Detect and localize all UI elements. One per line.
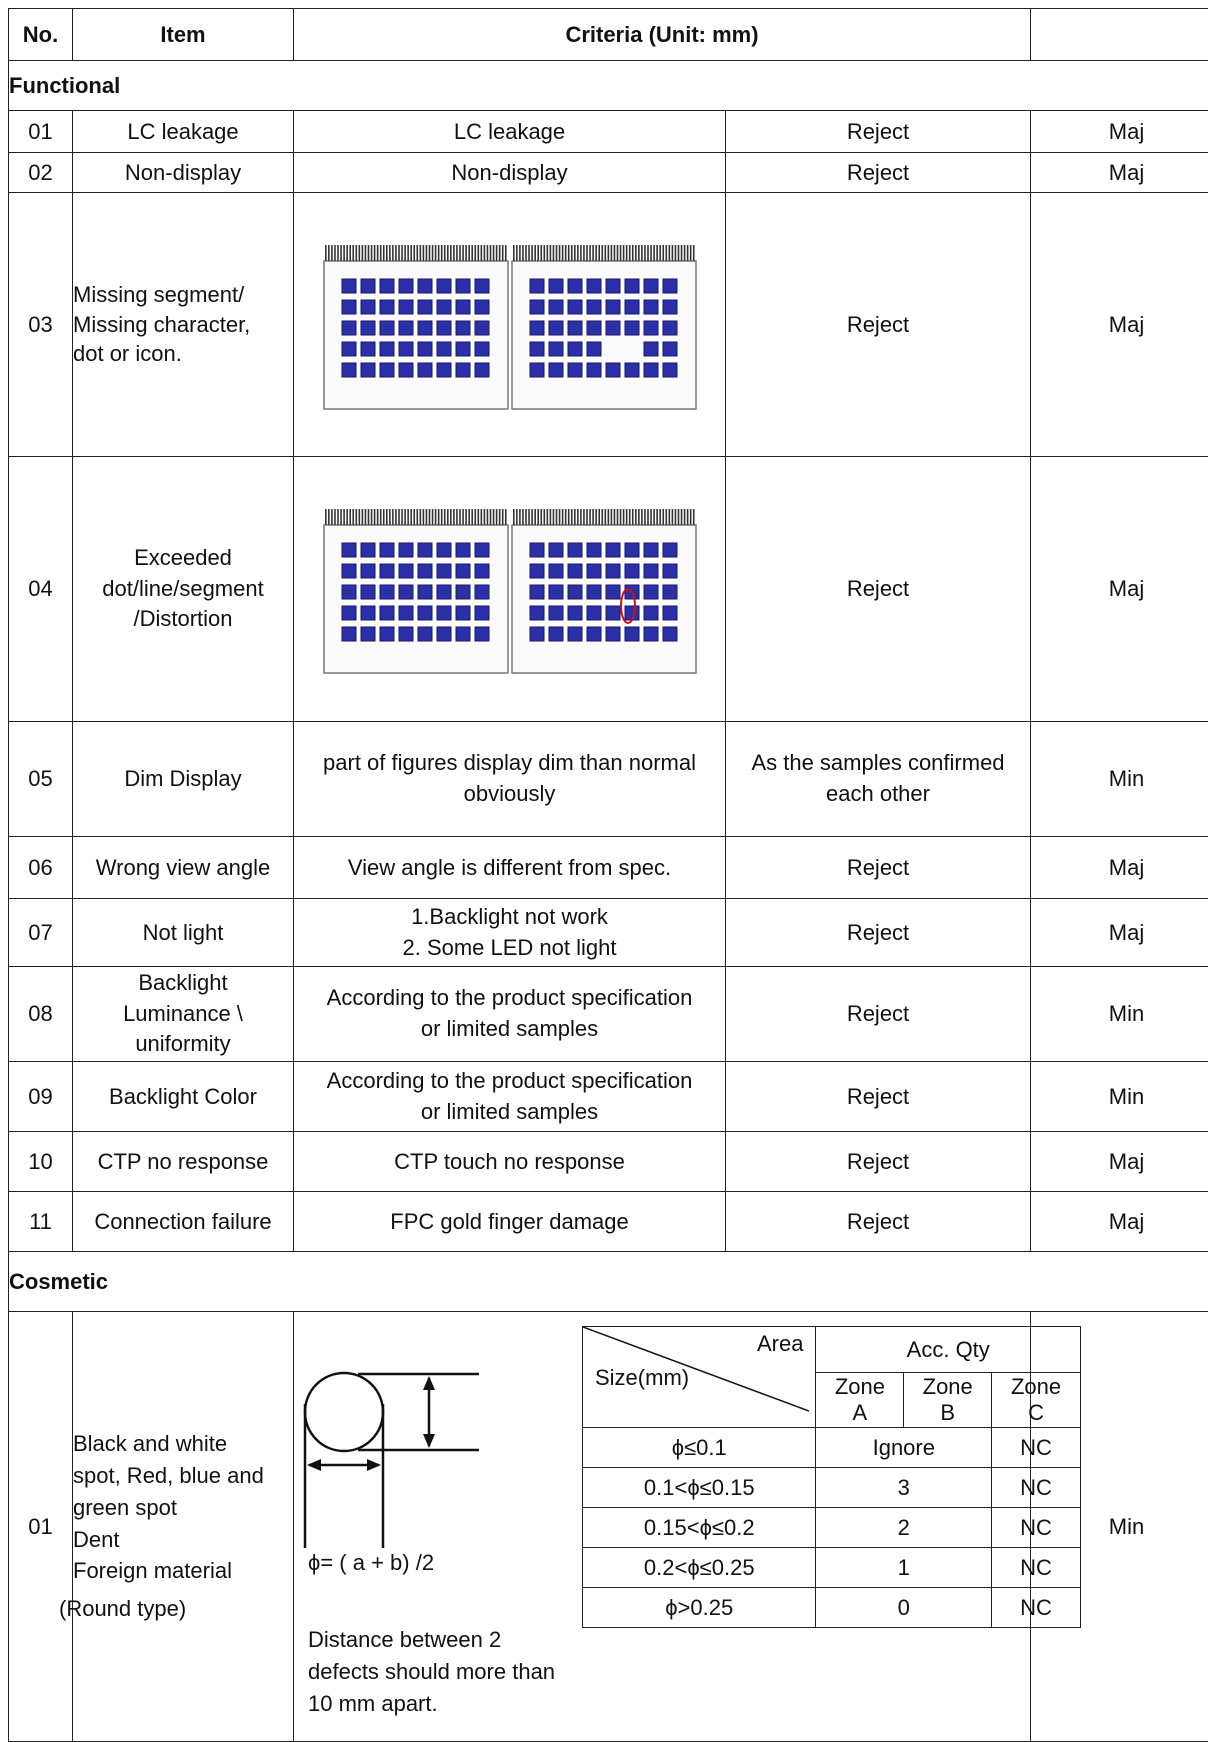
item-line: green spot (73, 1492, 293, 1524)
area-size-header (583, 1327, 816, 1428)
row-class: Min (1031, 722, 1208, 837)
round-spot-diagram (294, 1312, 574, 1548)
row-item: Wrong view angle (73, 837, 294, 899)
section-row (9, 1252, 1208, 1312)
row-criteria: CTP touch no response (294, 1132, 726, 1192)
row-class: Maj (1031, 193, 1208, 457)
connector-pins (325, 245, 507, 261)
connector-pins (513, 245, 695, 261)
row-item: Missing segment/ Missing character, dot or icon. (73, 193, 294, 457)
row-class: Maj (1031, 899, 1208, 967)
section-row (9, 61, 1208, 111)
acceptance-quantity-table (582, 1326, 1081, 1628)
table-row (9, 1062, 1208, 1132)
size-label: Size(mm) (595, 1365, 689, 1391)
row-judgement: Reject (726, 967, 1031, 1062)
acc-qty-header: Acc. Qty (816, 1327, 1081, 1373)
item-line: Foreign material (73, 1555, 293, 1587)
missing-segment-panel (512, 245, 696, 409)
size-cell: 0.2<ϕ≤0.25 (583, 1548, 816, 1588)
zone-ab-cell: 3 (816, 1468, 992, 1508)
item-line: Dent (73, 1524, 293, 1556)
row-no: 01 (9, 111, 73, 153)
row-judgement: Reject (726, 1132, 1031, 1192)
table-row (9, 153, 1208, 193)
missing-segment-diagram (300, 225, 720, 425)
table-row (9, 1312, 1208, 1742)
row-no: 11 (9, 1192, 73, 1252)
zone-ab-cell: Ignore (816, 1428, 992, 1468)
exceeded-dot-panel (512, 509, 696, 673)
row-item: Dim Display (73, 722, 294, 837)
table-row (9, 837, 1208, 899)
header-row (9, 9, 1208, 61)
row-no: 10 (9, 1132, 73, 1192)
arrow-head-up (423, 1376, 435, 1390)
row-criteria: 1.Backlight not work 2. Some LED not light (294, 899, 726, 967)
arrow-head-down (423, 1434, 435, 1448)
zone-c-cell: NC (992, 1428, 1081, 1468)
zone-c-cell: NC (992, 1508, 1081, 1548)
row-criteria: Non-display (294, 153, 726, 193)
row-judgement: Reject (726, 899, 1031, 967)
normal-display-panel (324, 245, 508, 409)
header-no: No. (9, 9, 73, 61)
row-judgement: Reject (726, 457, 1031, 722)
row-item: Exceeded dot/line/segment /Distortion (73, 457, 294, 722)
row-judgement: Reject (726, 1192, 1031, 1252)
row-no: 03 (9, 193, 73, 457)
table-row (583, 1508, 1081, 1548)
size-cell: ϕ>0.25 (583, 1588, 816, 1628)
row-judgement: As the samples confirmed each other (726, 722, 1031, 837)
connector-pins (513, 509, 695, 525)
connector-pins (325, 509, 507, 525)
zone-ab-cell: 2 (816, 1508, 992, 1548)
table-row (9, 111, 1208, 153)
item-line: (Round type) (59, 1593, 293, 1625)
size-cell: 0.15<ϕ≤0.2 (583, 1508, 816, 1548)
item-line: Black and white (73, 1428, 293, 1460)
row-no: 09 (9, 1062, 73, 1132)
distance-note: Distance between 2 defects should more than 10 mm apart. (308, 1624, 558, 1720)
header-item: Item (73, 9, 294, 61)
missing-segment-diagram-cell (294, 193, 726, 457)
row-judgement: Reject (726, 111, 1031, 153)
row-item: Not light (73, 899, 294, 967)
row-class: Maj (1031, 111, 1208, 153)
row-class: Maj (1031, 153, 1208, 193)
section-functional: Functional (9, 61, 1208, 111)
row-class: Maj (1031, 457, 1208, 722)
zone-c-cell: NC (992, 1468, 1081, 1508)
row-no: 01 (9, 1312, 73, 1742)
size-cell: 0.1<ϕ≤0.15 (583, 1468, 816, 1508)
header-class (1031, 9, 1208, 61)
row-no: 07 (9, 899, 73, 967)
row-item: Backlight Color (73, 1062, 294, 1132)
exceeded-dot-diagram-cell (294, 457, 726, 722)
zone-ab-cell: 0 (816, 1588, 992, 1628)
section-cosmetic: Cosmetic (9, 1252, 1208, 1312)
zone-c-cell: NC (992, 1548, 1081, 1588)
table-row (9, 1192, 1208, 1252)
row-no: 04 (9, 457, 73, 722)
row-item (73, 1312, 294, 1742)
row-no: 02 (9, 153, 73, 193)
row-no: 08 (9, 967, 73, 1062)
table-row (583, 1428, 1081, 1468)
row-item: CTP no response (73, 1132, 294, 1192)
row-class: Min (1031, 967, 1208, 1062)
size-cell: ϕ≤0.1 (583, 1428, 816, 1468)
row-judgement: Reject (726, 193, 1031, 457)
row-item: Backlight Luminance \ uniformity (73, 967, 294, 1062)
row-class: Maj (1031, 837, 1208, 899)
row-no: 05 (9, 722, 73, 837)
row-judgement: Reject (726, 1062, 1031, 1132)
round-spot-criteria-cell (294, 1312, 1031, 1742)
table-row (583, 1468, 1081, 1508)
table-row (9, 193, 1208, 457)
row-criteria: part of figures display dim than normal obviously (294, 722, 726, 837)
zone-a-header: Zone A (816, 1373, 904, 1428)
row-item: Connection failure (73, 1192, 294, 1252)
table-row (9, 722, 1208, 837)
table-row (583, 1548, 1081, 1588)
arrow-head-right (367, 1459, 381, 1471)
zone-c-cell: NC (992, 1588, 1081, 1628)
row-criteria: According to the product specification or limited samples (294, 967, 726, 1062)
zone-ab-cell: 1 (816, 1548, 992, 1588)
row-item: Non-display (73, 153, 294, 193)
zone-c-header: Zone C (992, 1373, 1081, 1428)
table-row (9, 899, 1208, 967)
spot-circle (305, 1373, 383, 1451)
row-class: Maj (1031, 1192, 1208, 1252)
table-row (9, 967, 1208, 1062)
arrow-head-left (307, 1459, 321, 1471)
row-criteria: According to the product specification or limited samples (294, 1062, 726, 1132)
area-label: Area (757, 1331, 803, 1357)
row-item: LC leakage (73, 111, 294, 153)
row-class: Min (1031, 1312, 1208, 1742)
row-criteria: FPC gold finger damage (294, 1192, 726, 1252)
row-class: Maj (1031, 1132, 1208, 1192)
row-criteria: View angle is different from spec. (294, 837, 726, 899)
criteria-table (8, 8, 1208, 1742)
diameter-formula: ϕ= ( a + b) /2 (308, 1550, 434, 1576)
row-judgement: Reject (726, 153, 1031, 193)
table-row (9, 1132, 1208, 1192)
header-criteria: Criteria (Unit: mm) (294, 9, 1031, 61)
row-judgement: Reject (726, 837, 1031, 899)
zone-b-header: Zone B (904, 1373, 992, 1428)
row-no: 06 (9, 837, 73, 899)
item-line: spot, Red, blue and (73, 1460, 293, 1492)
exceeded-dot-diagram (300, 489, 720, 689)
table-row (583, 1588, 1081, 1628)
table-row (9, 457, 1208, 722)
normal-display-panel (324, 509, 508, 673)
row-class: Min (1031, 1062, 1208, 1132)
row-criteria: LC leakage (294, 111, 726, 153)
